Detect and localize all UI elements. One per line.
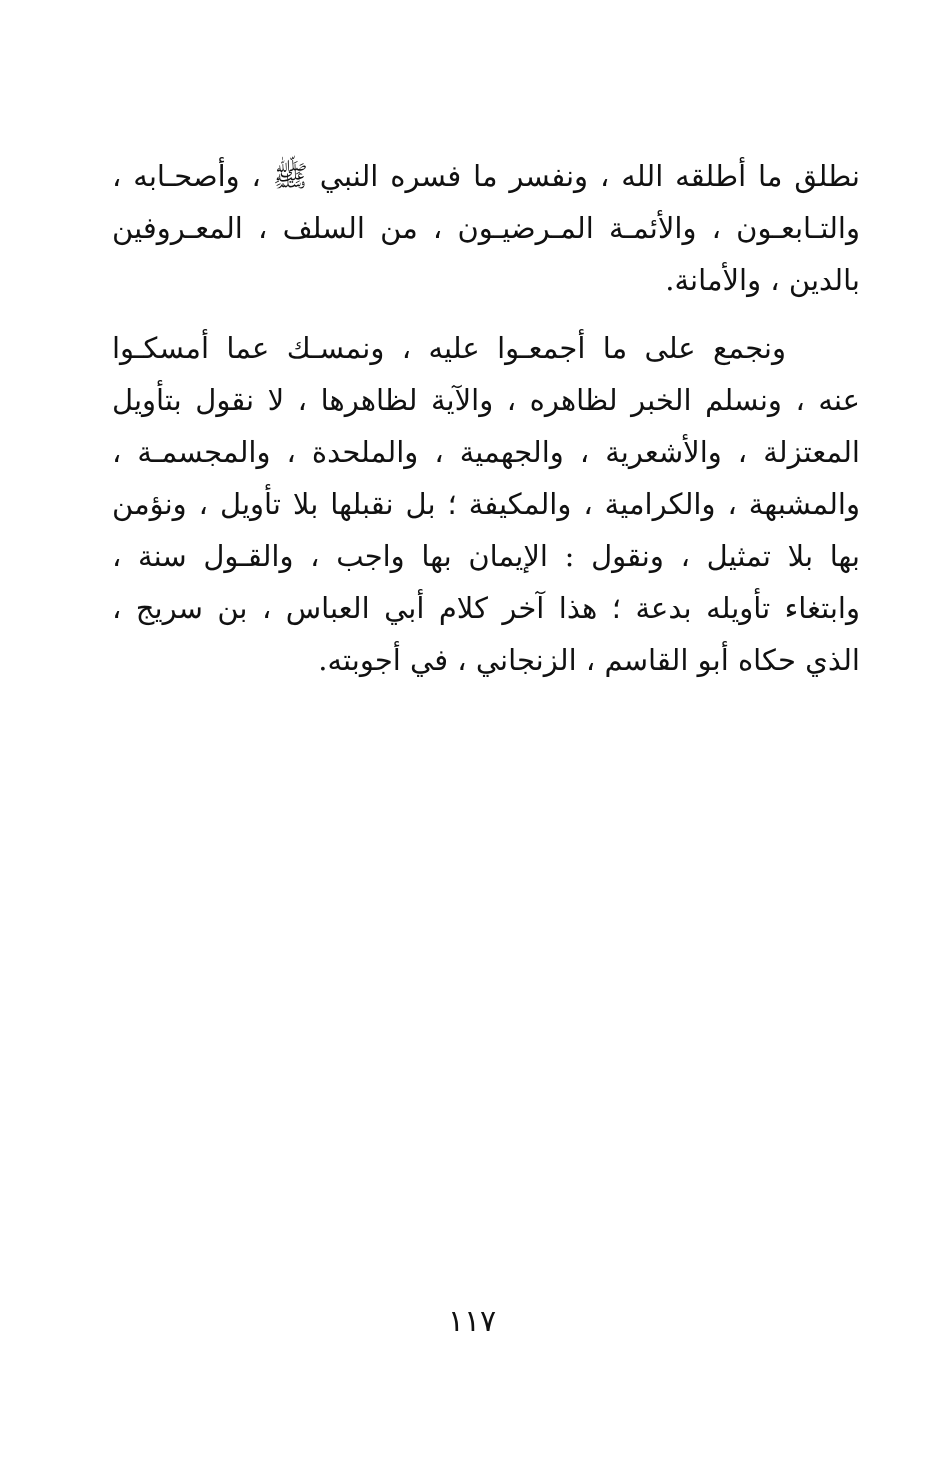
text-line: بها بلا تمثيل ، ونقول : الإيمان بها واجب ، والقـول سنة ، <box>112 539 860 573</box>
paragraph-1 <box>112 150 860 306</box>
text-line: عنه ، ونسلم الخبر لظاهره ، والآية لظاهرها ، لا نقول بتأويل <box>112 383 860 417</box>
text-line: وابتغاء تأويله بدعة ؛ هذا آخر كلام أبي العباس ، بن سريج ، <box>112 591 860 625</box>
page-number: ١١٧ <box>447 1304 497 1339</box>
text-line: ونجمع على ما أجمعـوا عليه ، ونمسـك عما أمسكـوا <box>112 331 786 365</box>
text-line: والتـابعـون ، والأئمـة المـرضيـون ، من السلف ، المعـروفين <box>112 211 860 245</box>
text-line: والمشبهة ، والكرامية ، والمكيفة ؛ بل نقبلها بلا تأويل ، ونؤمن <box>112 487 860 521</box>
text-line: نطلق ما أطلقه الله ، ونفسر ما فسره النبي ﷺ ، وأصحـابه ، <box>112 159 860 193</box>
text-line: الذي حكاه أبو القاسم ، الزنجاني ، في أجوبته. <box>318 643 860 677</box>
text-line: المعتزلة ، والأشعرية ، والجهمية ، والملحدة ، والمجسمـة ، <box>112 435 860 469</box>
text-line: بالدين ، والأمانة. <box>665 263 860 297</box>
paragraph-2 <box>112 322 860 686</box>
